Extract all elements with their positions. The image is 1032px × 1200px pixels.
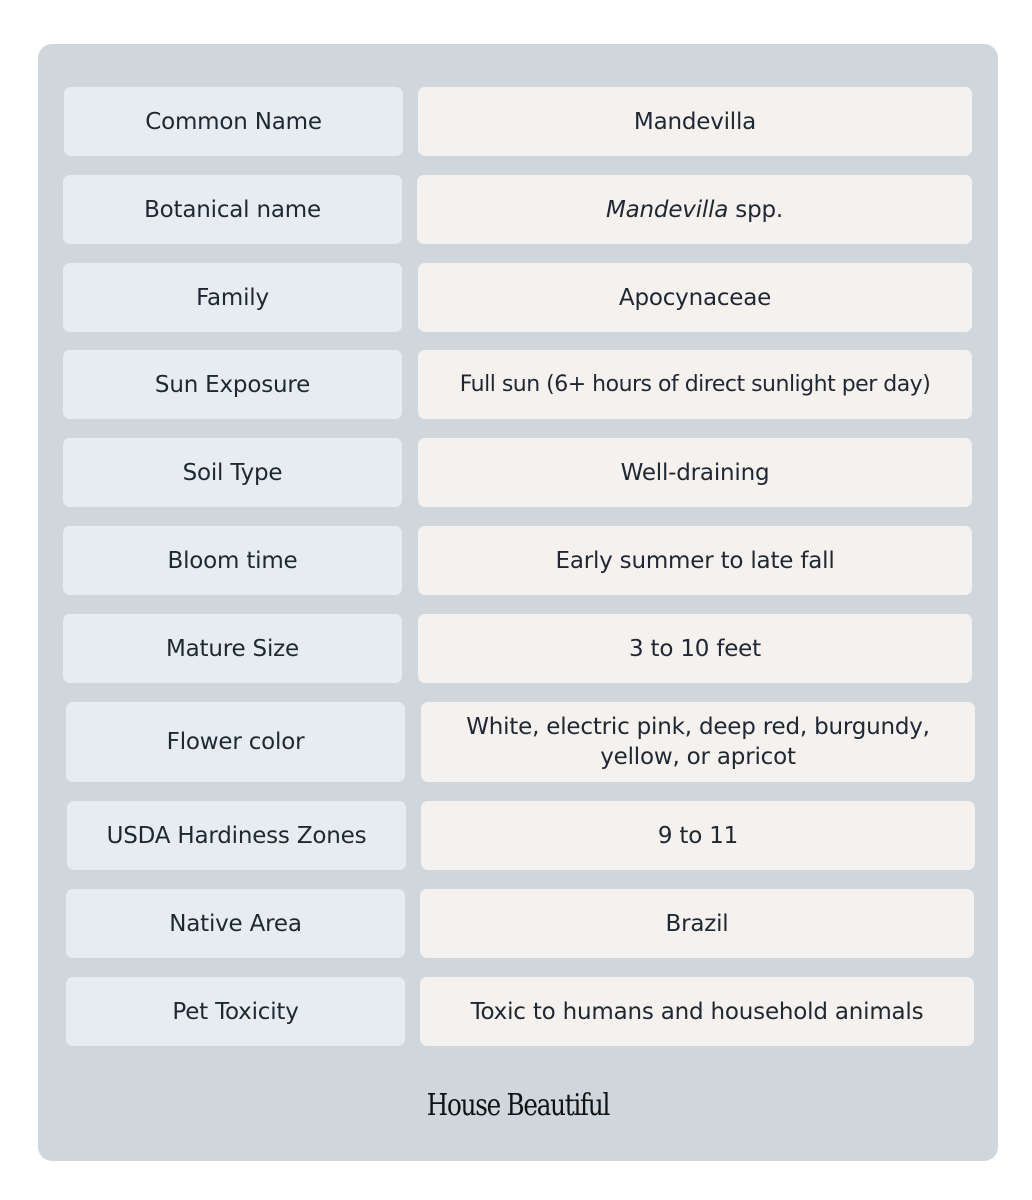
row-sun-exposure: [38, 350, 998, 419]
row-value-italic: Mandevilla: [606, 196, 729, 223]
row-value: Early summer to late fall: [555, 547, 835, 574]
row-bloom-time: [38, 526, 998, 595]
value-cell: [418, 263, 972, 332]
row-value: 9 to 11: [657, 822, 739, 849]
value-cell: [421, 801, 975, 870]
row-label: Soil Type: [182, 459, 283, 486]
row-value: Full sun (6+ hours of direct sunlight per day): [459, 371, 931, 397]
row-label: Common Name: [145, 108, 322, 135]
row-label: USDA Hardiness Zones: [106, 822, 367, 849]
value-cell: [420, 889, 974, 958]
row-label: Botanical name: [144, 196, 321, 223]
row-common-name: [38, 87, 998, 156]
row-label: Mature Size: [166, 635, 299, 662]
value-cell: [420, 977, 974, 1046]
row-native-area: [38, 889, 998, 958]
value-cell: [421, 702, 975, 782]
row-value: Apocynaceae: [618, 284, 772, 311]
label-cell: [66, 889, 405, 958]
label-cell: [67, 801, 406, 870]
house-beautiful-logo: House Beautiful: [426, 1088, 610, 1123]
row-value-rest: spp.: [728, 196, 783, 223]
value-cell: [417, 175, 972, 244]
row-label: Flower color: [166, 729, 305, 755]
label-cell: [63, 614, 402, 683]
value-cell: [418, 526, 972, 595]
row-value: Mandevilla: [633, 108, 757, 135]
row-value: White, electric pink, deep red, burgundy, yellow, or apricot: [466, 714, 930, 770]
label-cell: [63, 175, 402, 244]
label-cell: [66, 702, 405, 782]
row-value: Well-draining: [620, 459, 770, 486]
row-flower-color: [38, 702, 998, 782]
row-label: Native Area: [169, 910, 302, 937]
row-label: Sun Exposure: [154, 371, 311, 398]
label-cell: [64, 87, 403, 156]
row-value: Toxic to humans and household animals: [470, 998, 924, 1025]
row-pet-toxicity: [38, 977, 998, 1046]
row-usda-hardiness-zones: [38, 801, 998, 870]
value-cell: [418, 438, 972, 507]
row-value: 3 to 10 feet: [629, 635, 761, 662]
plant-info-card: [38, 44, 998, 1161]
row-value: [606, 195, 783, 225]
row-label: Pet Toxicity: [172, 998, 299, 1025]
row-family: [38, 263, 998, 332]
row-value: Brazil: [665, 910, 729, 937]
label-cell: [63, 263, 402, 332]
label-cell: [63, 350, 402, 419]
value-cell: [418, 87, 972, 156]
value-cell: [418, 350, 972, 419]
row-label: Bloom time: [167, 547, 298, 574]
label-cell: [63, 438, 402, 507]
row-mature-size: [38, 614, 998, 683]
row-label: Family: [196, 284, 269, 311]
label-cell: [66, 977, 405, 1046]
label-cell: [63, 526, 402, 595]
row-botanical-name: [38, 175, 998, 244]
value-cell: [418, 614, 972, 683]
row-soil-type: [38, 438, 998, 507]
